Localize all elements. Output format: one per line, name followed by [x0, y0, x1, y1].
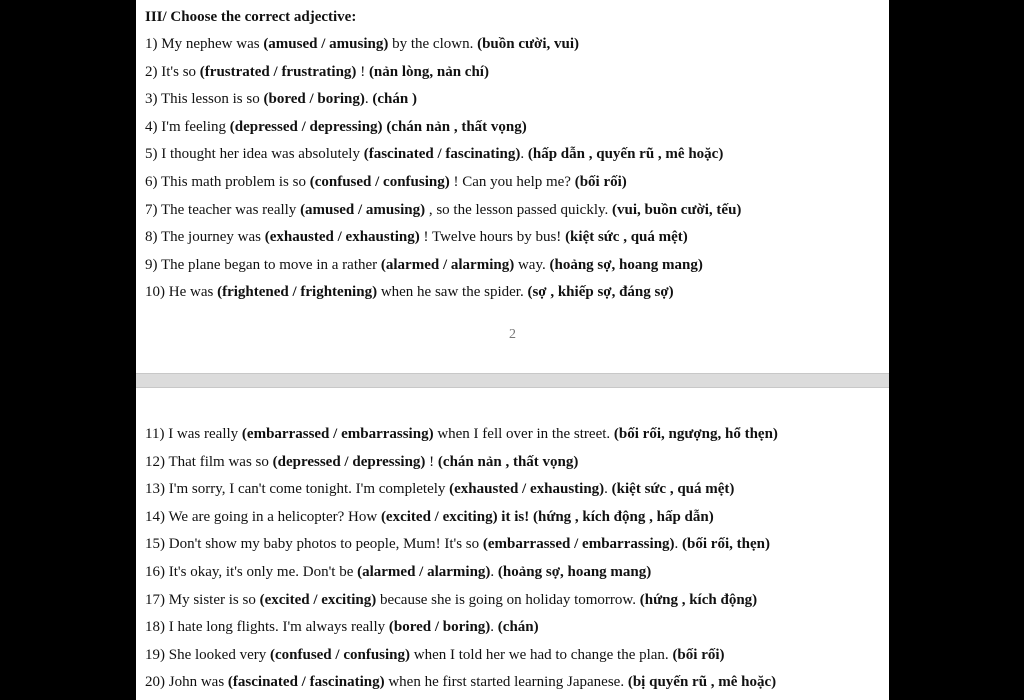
adjective-choice: (bored / boring)	[388, 619, 491, 636]
exercise-item-13: 13) I'm sorry, I can't come tonight. I'm completely (exhausted / exhausting). (kiệt sức , quá mệt)	[145, 481, 735, 498]
exercise-item-9: 9) The plane began to move in a rather (alarmed / alarming) way. (hoảng sợ, hoang mang)	[145, 256, 703, 273]
exercise-item-8: 8) The journey was (exhausted / exhausting) ! Twelve hours by bus! (kiệt sức , quá mệt)	[145, 229, 688, 246]
exercise-item-2: 2) It's so (frustrated / frustrating) ! (nản lòng, nản chí)	[145, 63, 489, 80]
adjective-choice: (frightened / frightening)	[217, 284, 378, 301]
document-page-3	[136, 388, 889, 700]
exercise-list-page-2	[145, 34, 741, 310]
exercise-item-18: 18) I hate long flights. I'm always really (bored / boring). (chán)	[145, 619, 539, 636]
exercise-item-14: 14) We are going in a helicopter? How (excited / exciting) it is! (hứng , kích động , hấp dẫn)	[145, 508, 714, 525]
exercise-item-11: 11) I was really (embarrassed / embarrassing) when I fell over in the street. (bối rối, ngượng, hổ thẹn)	[145, 426, 778, 442]
adjective-choice: (alarmed / alarming)	[380, 256, 515, 273]
adjective-choice: (embarrassed / embarrassing)	[482, 536, 675, 553]
translation-hint: (hứng , kích động , hấp dẫn)	[532, 508, 714, 525]
translation-hint: (chán nản , thất vọng)	[386, 118, 527, 135]
translation-hint: (hoảng sợ, hoang mang)	[497, 563, 652, 580]
adjective-choice: (exhausted / exhausting)	[264, 229, 420, 246]
adjective-choice: (exhausted / exhausting)	[449, 481, 605, 498]
adjective-choice: (excited / exciting)	[259, 591, 377, 608]
document-page-2	[136, 0, 889, 373]
exercise-item-6: 6) This math problem is so (confused / confusing) ! Can you help me? (bối rối)	[145, 173, 627, 190]
exercise-item-15: 15) Don't show my baby photos to people, Mum! It's so (embarrassed / embarrassing). (bối rối, thẹn)	[145, 536, 770, 553]
translation-hint: (hoảng sợ, hoang mang)	[549, 256, 703, 273]
exercise-item-5: 5) I thought her idea was absolutely (fascinated / fascinating). (hấp dẫn , quyến rũ , mê hoặc)	[145, 146, 724, 163]
translation-hint: (chán nản , thất vọng)	[437, 453, 579, 470]
translation-hint: (kiệt sức , quá mệt)	[611, 481, 735, 498]
exercise-item-10: 10) He was (frightened / frightening) when he saw the spider. (sợ , khiếp sợ, đáng sợ)	[145, 284, 674, 301]
translation-hint: (hấp dẫn , quyến rũ , mê hoặc)	[527, 146, 724, 163]
translation-hint: (buồn cười, vui)	[477, 36, 579, 52]
page-separator	[136, 373, 889, 388]
exercise-item-3: 3) This lesson is so (bored / boring). (chán )	[145, 91, 417, 108]
translation-hint: (hứng , kích động)	[639, 591, 758, 608]
translation-hint: (bị quyến rũ , mê hoặc)	[627, 674, 777, 691]
exercise-item-16: 16) It's okay, it's only me. Don't be (alarmed / alarming). (hoảng sợ, hoang mang)	[145, 563, 652, 580]
adjective-choice: (fascinated / fascinating)	[363, 146, 521, 163]
translation-hint: (nản lòng, nản chí)	[368, 63, 489, 80]
translation-hint: (kiệt sức , quá mệt)	[565, 229, 688, 246]
translation-hint: (chán)	[497, 619, 539, 636]
adjective-choice: (fascinated / fascinating)	[227, 674, 385, 691]
translation-hint: (sợ , khiếp sợ, đáng sợ)	[527, 284, 674, 301]
adjective-choice: (excited / exciting) it is!	[380, 508, 530, 525]
exercise-item-12: 12) That film was so (depressed / depressing) ! (chán nản , thất vọng)	[145, 453, 579, 470]
exercise-item-20: 20) John was (fascinated / fascinating) when he first started learning Japanese. (bị quyến rũ , mê hoặc)	[145, 674, 777, 691]
translation-hint: (bối rối)	[672, 646, 725, 663]
translation-hint: (bối rối, thẹn)	[682, 536, 770, 553]
adjective-choice: (confused / confusing)	[269, 646, 411, 663]
translation-hint: (chán )	[372, 91, 417, 108]
adjective-choice: (confused / confusing)	[309, 173, 450, 190]
exercise-item-17: 17) My sister is so (excited / exciting) because she is going on holiday tomorrow. (hứng , kích động)	[145, 591, 758, 608]
exercise-item-7: 7) The teacher was really (amused / amusing) , so the lesson passed quickly. (vui, buồn cười, tếu)	[145, 201, 742, 218]
exercise-list-page-3	[145, 424, 778, 700]
translation-hint: (bối rối)	[574, 173, 627, 190]
adjective-choice: (embarrassed / embarrassing)	[241, 426, 434, 442]
adjective-choice: (frustrated / frustrating)	[199, 63, 357, 80]
translation-hint: (bối rối, ngượng, hổ thẹn)	[613, 426, 778, 442]
adjective-choice: (alarmed / alarming)	[357, 563, 491, 580]
adjective-choice: (bored / boring)	[263, 91, 365, 108]
page-number: 2	[509, 327, 516, 342]
exercise-item-19: 19) She looked very (confused / confusing) when I told her we had to change the plan. (bối rối)	[145, 646, 725, 663]
exercise-item-1: 1) My nephew was (amused / amusing) by the clown. (buồn cười, vui)	[145, 36, 579, 52]
translation-hint: (vui, buồn cười, tếu)	[612, 201, 742, 218]
adjective-choice: (depressed / depressing)	[229, 118, 383, 135]
adjective-choice: (depressed / depressing)	[272, 453, 426, 470]
adjective-choice: (amused / amusing)	[300, 201, 426, 218]
adjective-choice: (amused / amusing)	[263, 36, 389, 52]
section-heading: III/ Choose the correct adjective:	[145, 9, 357, 25]
exercise-item-4: 4) I'm feeling (depressed / depressing) (chán nản , thất vọng)	[145, 118, 527, 135]
